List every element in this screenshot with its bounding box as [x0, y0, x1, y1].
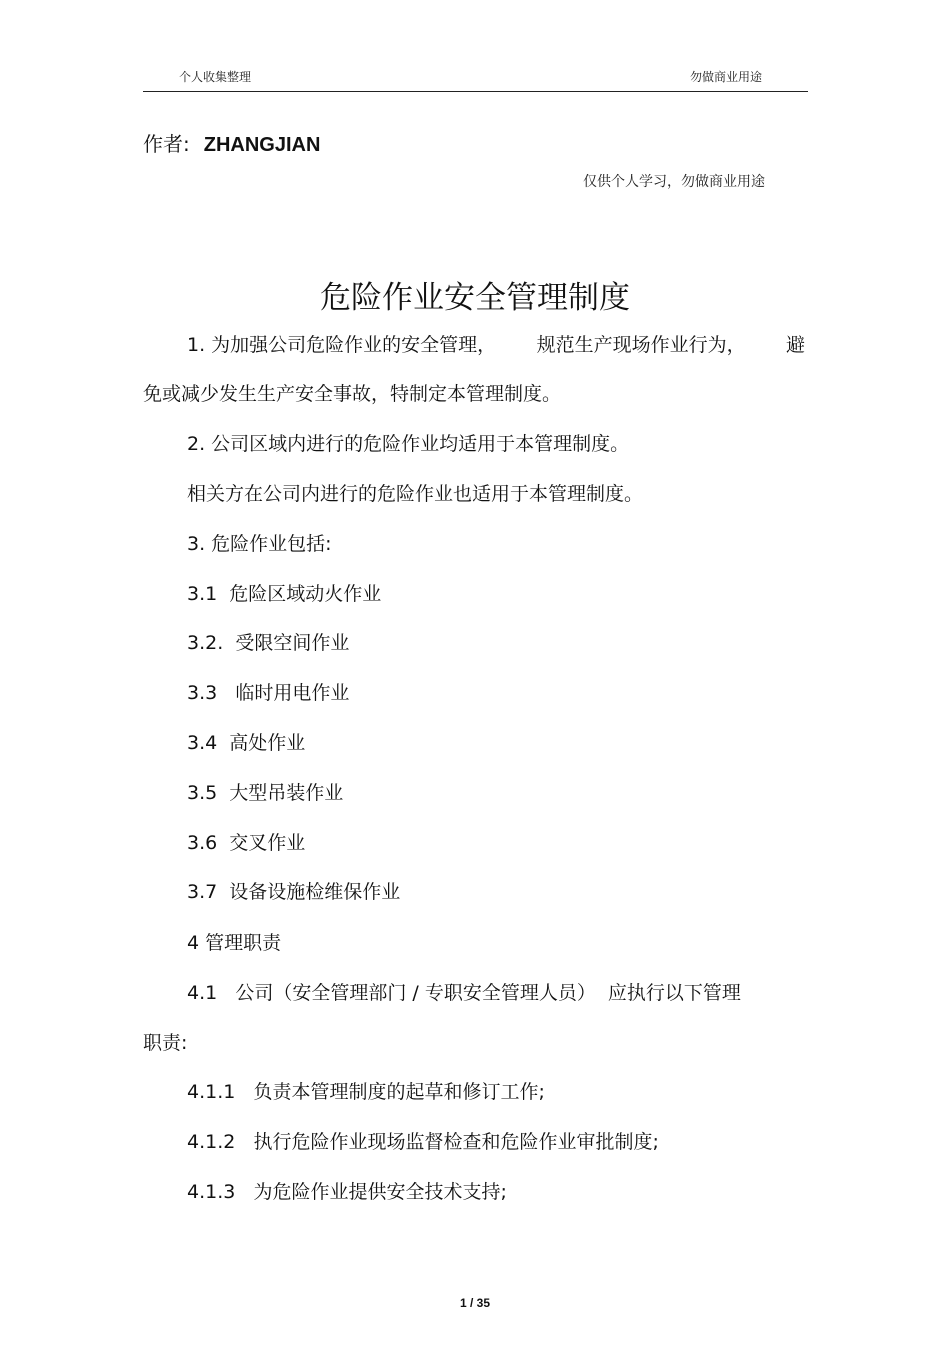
list-item: 4.1.3 为危险作业提供安全技术支持; [187, 1181, 507, 1203]
list-item: 4.1.1 负责本管理制度的起草和修订工作; [187, 1081, 545, 1103]
list-item: 3.4 高处作业 [187, 732, 306, 754]
paragraph-1-line-2: 免或减少发生生产安全事故，特制定本管理制度。 [143, 383, 562, 405]
list-item: 4.1.2 执行危险作业现场监督检查和危险作业审批制度; [187, 1131, 659, 1153]
paragraph-1-seg-2: 规范生产现场作业行为， [536, 334, 746, 356]
list-item: 3.7 设备设施检维保作业 [187, 881, 401, 903]
author-label: 作者: [143, 132, 190, 156]
list-item: 3.3 临时用电作业 [187, 682, 350, 704]
paragraph-1-line-1 [187, 330, 805, 357]
disclaimer: 仅供个人学习，勿做商业用途 [583, 174, 765, 190]
page-number: 1 / 35 [459, 1296, 491, 1310]
section-4-1-line-2: 职责: [143, 1032, 188, 1054]
paragraph-2-line-2: 相关方在公司内进行的危险作业也适用于本管理制度。 [187, 483, 644, 505]
header-left-text: 个人收集整理 [179, 70, 252, 84]
paragraph-1-seg-3: 避 [785, 334, 805, 356]
list-item: 3.5 大型吊装作业 [187, 782, 344, 804]
list-item: 3.2. 受限空间作业 [187, 632, 350, 654]
author-name: ZHANGJIAN [203, 134, 321, 156]
section-3-heading: 3. 危险作业包括: [187, 533, 332, 555]
paragraph-2-line-1: 2. 公司区域内进行的危险作业均适用于本管理制度。 [187, 433, 630, 455]
section-4-1-line-1: 4.1 公司（安全管理部门 / 专职安全管理人员） 应执行以下管理 [187, 982, 741, 1004]
author-line [143, 128, 320, 157]
header-right-text: 勿做商业用途 [689, 70, 762, 84]
list-item: 3.6 交叉作业 [187, 832, 306, 854]
document-title: 危险作业安全管理制度 [320, 280, 630, 316]
page-header [143, 58, 808, 92]
section-4-heading: 4 管理职责 [187, 932, 282, 954]
list-item: 3.1 危险区域动火作业 [187, 583, 382, 605]
paragraph-1-seg-1: 1. 为加强公司危险作业的安全管理， [187, 334, 497, 356]
